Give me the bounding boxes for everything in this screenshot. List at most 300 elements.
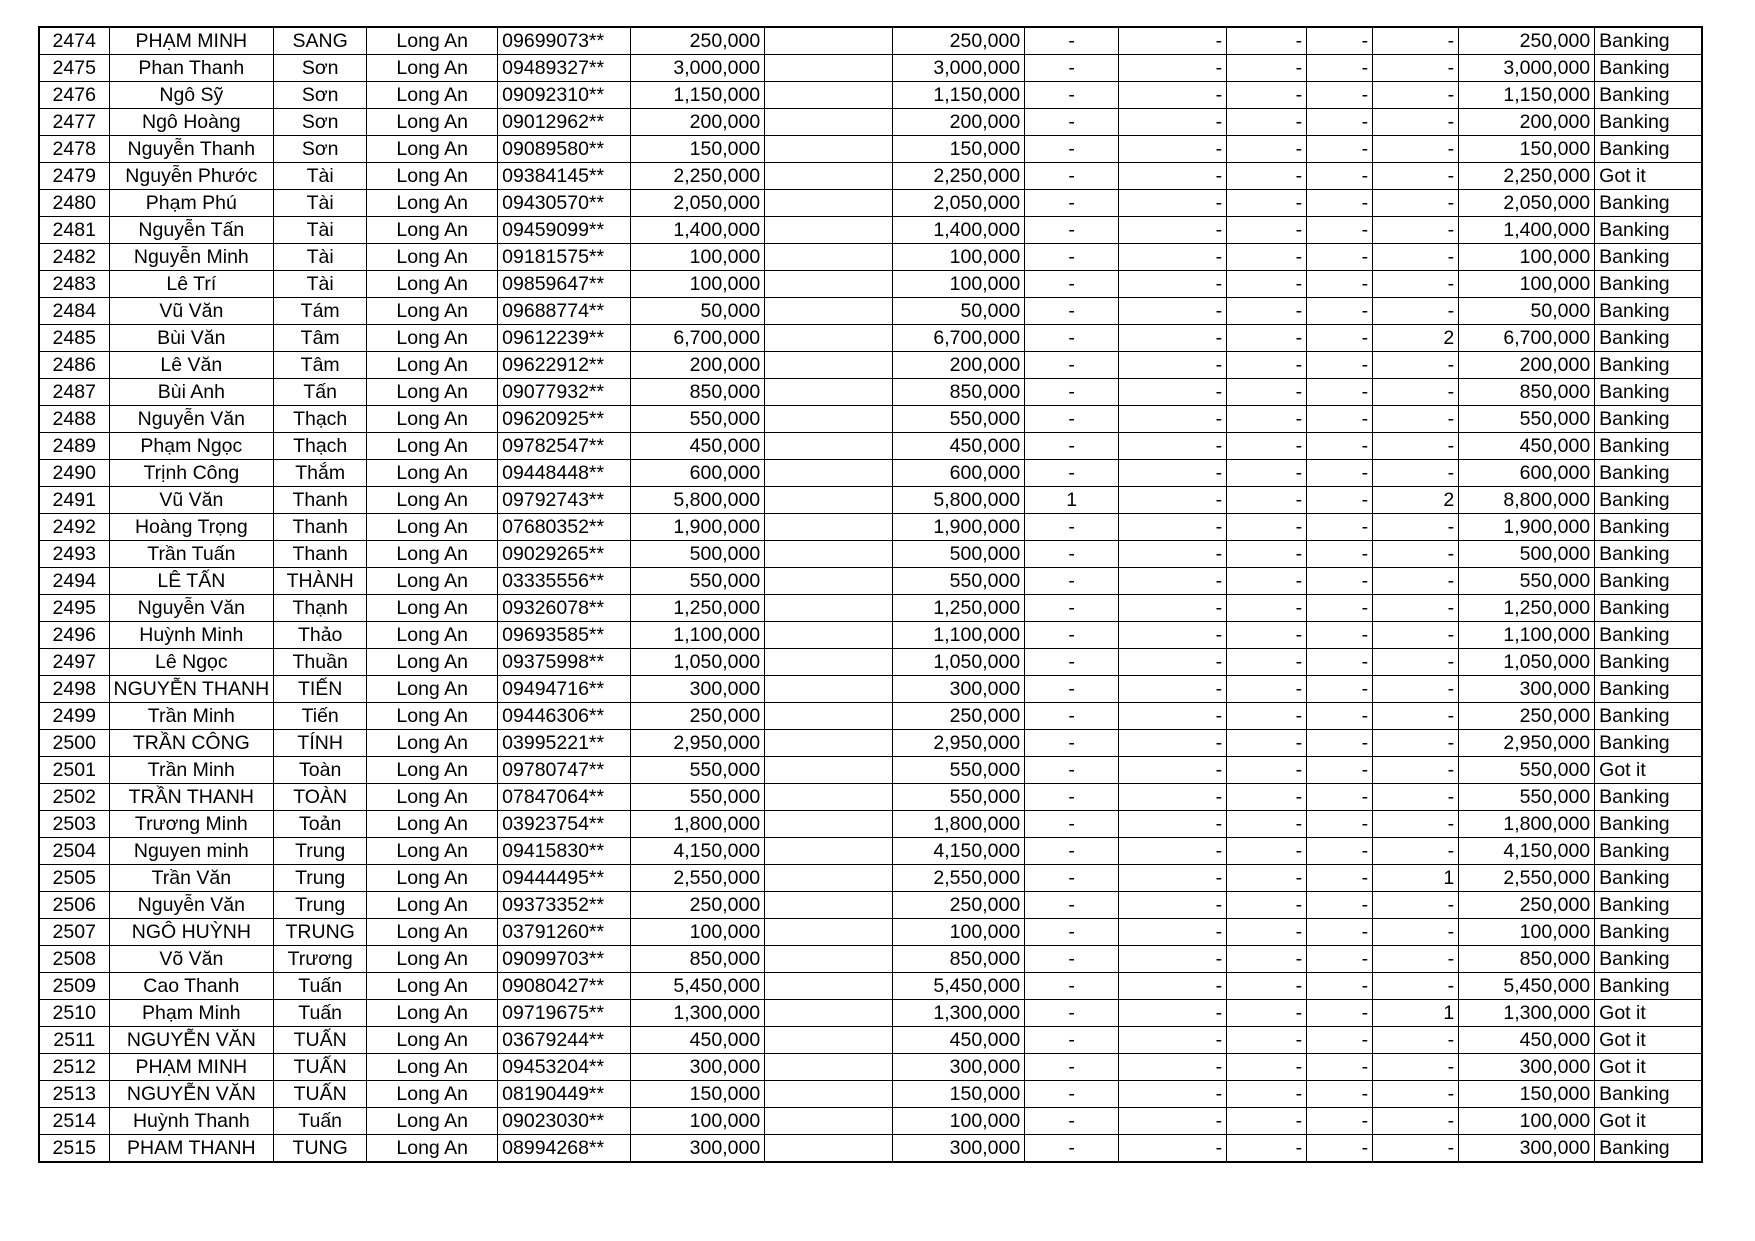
cell-phone: 07680352** (498, 514, 631, 541)
cell-col-11: - (1227, 649, 1307, 676)
cell-payment-method: Banking (1595, 919, 1702, 946)
cell-amount-total: 850,000 (893, 379, 1025, 406)
cell-col-11: - (1227, 784, 1307, 811)
table-row (39, 730, 1702, 757)
table-row (39, 433, 1702, 460)
cell-col-13: - (1373, 136, 1459, 163)
cell-amount-total: 200,000 (893, 352, 1025, 379)
cell-col-11: - (1227, 595, 1307, 622)
cell-province: Long An (367, 649, 498, 676)
cell-amount-total: 300,000 (893, 1135, 1025, 1163)
cell-amount: 2,950,000 (631, 730, 765, 757)
cell-phone: 09444495** (498, 865, 631, 892)
cell-province: Long An (367, 757, 498, 784)
cell-col-9: - (1025, 1135, 1119, 1163)
cell-grand-total: 50,000 (1459, 298, 1595, 325)
cell-phone: 09489327** (498, 55, 631, 82)
cell-col-9: - (1025, 838, 1119, 865)
table-row (39, 784, 1702, 811)
cell-empty (765, 190, 893, 217)
cell-col-11: - (1227, 460, 1307, 487)
cell-grand-total: 300,000 (1459, 1054, 1595, 1081)
table-row (39, 973, 1702, 1000)
cell-phone: 09080427** (498, 973, 631, 1000)
cell-col-10: - (1119, 379, 1227, 406)
cell-col-10: - (1119, 298, 1227, 325)
table-row (39, 622, 1702, 649)
cell-col-13: 2 (1373, 325, 1459, 352)
cell-phone: 03791260** (498, 919, 631, 946)
cell-payment-method: Banking (1595, 217, 1702, 244)
cell-grand-total: 1,900,000 (1459, 514, 1595, 541)
cell-province: Long An (367, 352, 498, 379)
table-row (39, 217, 1702, 244)
cell-amount-total: 250,000 (893, 703, 1025, 730)
cell-grand-total: 550,000 (1459, 784, 1595, 811)
cell-col-13: - (1373, 55, 1459, 82)
cell-given-name: Toản (274, 811, 367, 838)
cell-col-10: - (1119, 568, 1227, 595)
cell-col-10: - (1119, 82, 1227, 109)
cell-province: Long An (367, 82, 498, 109)
cell-first-name: Trương Minh (109, 811, 274, 838)
cell-phone: 09453204** (498, 1054, 631, 1081)
cell-empty (765, 730, 893, 757)
cell-col-13: - (1373, 298, 1459, 325)
cell-col-12: - (1307, 82, 1373, 109)
cell-col-11: - (1227, 865, 1307, 892)
cell-row-number: 2477 (39, 109, 109, 136)
cell-amount: 250,000 (631, 703, 765, 730)
cell-first-name: NGUYỄN VĂN (109, 1027, 274, 1054)
cell-province: Long An (367, 379, 498, 406)
cell-given-name: Trung (274, 892, 367, 919)
table-row (39, 946, 1702, 973)
cell-row-number: 2500 (39, 730, 109, 757)
cell-col-12: - (1307, 190, 1373, 217)
table-row (39, 55, 1702, 82)
cell-amount: 550,000 (631, 406, 765, 433)
cell-amount: 200,000 (631, 352, 765, 379)
cell-col-9: - (1025, 649, 1119, 676)
cell-row-number: 2508 (39, 946, 109, 973)
cell-col-10: - (1119, 919, 1227, 946)
cell-province: Long An (367, 676, 498, 703)
cell-payment-method: Banking (1595, 973, 1702, 1000)
cell-col-12: - (1307, 838, 1373, 865)
cell-col-13: - (1373, 514, 1459, 541)
cell-col-13: 2 (1373, 487, 1459, 514)
cell-col-13: - (1373, 1081, 1459, 1108)
cell-empty (765, 784, 893, 811)
cell-col-12: - (1307, 514, 1373, 541)
cell-col-10: - (1119, 514, 1227, 541)
cell-col-10: - (1119, 1027, 1227, 1054)
cell-first-name: Nguyễn Văn (109, 406, 274, 433)
cell-col-12: - (1307, 919, 1373, 946)
cell-given-name: Tuấn (274, 973, 367, 1000)
cell-first-name: Nguyen minh (109, 838, 274, 865)
cell-province: Long An (367, 622, 498, 649)
cell-phone: 03679244** (498, 1027, 631, 1054)
cell-col-13: - (1373, 406, 1459, 433)
cell-col-13: - (1373, 190, 1459, 217)
cell-col-13: - (1373, 541, 1459, 568)
cell-row-number: 2492 (39, 514, 109, 541)
cell-empty (765, 514, 893, 541)
cell-given-name: Thạch (274, 433, 367, 460)
cell-col-9: - (1025, 136, 1119, 163)
cell-amount: 550,000 (631, 757, 765, 784)
cell-col-12: - (1307, 1135, 1373, 1163)
cell-payment-method: Banking (1595, 676, 1702, 703)
cell-col-11: - (1227, 271, 1307, 298)
cell-amount-total: 1,150,000 (893, 82, 1025, 109)
cell-col-9: - (1025, 109, 1119, 136)
cell-given-name: Sơn (274, 136, 367, 163)
cell-empty (765, 271, 893, 298)
cell-col-11: - (1227, 1135, 1307, 1163)
cell-empty (765, 82, 893, 109)
cell-col-13: 1 (1373, 1000, 1459, 1027)
cell-col-11: - (1227, 568, 1307, 595)
cell-first-name: Vũ Văn (109, 487, 274, 514)
cell-amount-total: 5,800,000 (893, 487, 1025, 514)
cell-col-11: - (1227, 703, 1307, 730)
cell-given-name: TUẤN (274, 1027, 367, 1054)
cell-row-number: 2509 (39, 973, 109, 1000)
cell-phone: 09612239** (498, 325, 631, 352)
table-row (39, 757, 1702, 784)
cell-province: Long An (367, 27, 498, 55)
cell-amount: 1,050,000 (631, 649, 765, 676)
cell-amount: 1,800,000 (631, 811, 765, 838)
table-row (39, 919, 1702, 946)
cell-payment-method: Banking (1595, 136, 1702, 163)
cell-grand-total: 1,800,000 (1459, 811, 1595, 838)
cell-given-name: Thuần (274, 649, 367, 676)
cell-empty (765, 568, 893, 595)
cell-col-11: - (1227, 406, 1307, 433)
cell-col-9: - (1025, 271, 1119, 298)
cell-amount-total: 2,950,000 (893, 730, 1025, 757)
cell-province: Long An (367, 190, 498, 217)
cell-phone: 09792743** (498, 487, 631, 514)
cell-empty (765, 811, 893, 838)
cell-amount-total: 100,000 (893, 919, 1025, 946)
cell-given-name: THÀNH (274, 568, 367, 595)
cell-first-name: NGUYỄN THANH (109, 676, 274, 703)
cell-col-9: - (1025, 973, 1119, 1000)
cell-amount: 5,450,000 (631, 973, 765, 1000)
cell-empty (765, 703, 893, 730)
cell-amount-total: 550,000 (893, 784, 1025, 811)
cell-col-9: - (1025, 568, 1119, 595)
cell-amount: 1,300,000 (631, 1000, 765, 1027)
table-row (39, 460, 1702, 487)
cell-amount-total: 500,000 (893, 541, 1025, 568)
cell-phone: 08190449** (498, 1081, 631, 1108)
cell-payment-method: Got it (1595, 1027, 1702, 1054)
cell-first-name: Ngô Hoàng (109, 109, 274, 136)
cell-first-name: Phạm Phú (109, 190, 274, 217)
cell-col-11: - (1227, 352, 1307, 379)
cell-col-13: - (1373, 703, 1459, 730)
cell-given-name: TUẤN (274, 1081, 367, 1108)
cell-amount-total: 150,000 (893, 1081, 1025, 1108)
table-row (39, 676, 1702, 703)
cell-col-9: - (1025, 784, 1119, 811)
cell-amount: 300,000 (631, 1054, 765, 1081)
cell-col-10: - (1119, 1054, 1227, 1081)
cell-col-11: - (1227, 946, 1307, 973)
cell-payment-method: Banking (1595, 1081, 1702, 1108)
table-row (39, 325, 1702, 352)
cell-grand-total: 5,450,000 (1459, 973, 1595, 1000)
cell-col-10: - (1119, 1135, 1227, 1163)
cell-amount-total: 1,800,000 (893, 811, 1025, 838)
cell-province: Long An (367, 703, 498, 730)
cell-given-name: Tài (274, 244, 367, 271)
cell-province: Long An (367, 595, 498, 622)
table-row (39, 190, 1702, 217)
table-row (39, 1081, 1702, 1108)
cell-grand-total: 2,050,000 (1459, 190, 1595, 217)
cell-col-10: - (1119, 460, 1227, 487)
cell-col-9: - (1025, 379, 1119, 406)
cell-province: Long An (367, 1054, 498, 1081)
cell-col-10: - (1119, 1000, 1227, 1027)
cell-given-name: Trung (274, 865, 367, 892)
cell-col-10: - (1119, 676, 1227, 703)
cell-amount: 300,000 (631, 676, 765, 703)
cell-col-10: - (1119, 730, 1227, 757)
cell-empty (765, 298, 893, 325)
cell-province: Long An (367, 865, 498, 892)
cell-col-11: - (1227, 1000, 1307, 1027)
cell-amount-total: 100,000 (893, 244, 1025, 271)
cell-phone: 03995221** (498, 730, 631, 757)
cell-amount: 850,000 (631, 379, 765, 406)
cell-empty (765, 946, 893, 973)
cell-phone: 09326078** (498, 595, 631, 622)
cell-col-10: - (1119, 433, 1227, 460)
cell-given-name: Thạch (274, 406, 367, 433)
cell-col-9: - (1025, 1054, 1119, 1081)
cell-phone: 09448448** (498, 460, 631, 487)
cell-amount: 150,000 (631, 1081, 765, 1108)
cell-col-11: - (1227, 1108, 1307, 1135)
cell-given-name: SANG (274, 27, 367, 55)
cell-first-name: Nguyễn Văn (109, 892, 274, 919)
cell-row-number: 2491 (39, 487, 109, 514)
table-row (39, 595, 1702, 622)
cell-empty (765, 163, 893, 190)
cell-row-number: 2497 (39, 649, 109, 676)
cell-amount: 2,050,000 (631, 190, 765, 217)
cell-col-10: - (1119, 757, 1227, 784)
cell-col-9: - (1025, 1081, 1119, 1108)
cell-amount: 550,000 (631, 568, 765, 595)
cell-given-name: TOÀN (274, 784, 367, 811)
cell-phone: 09620925** (498, 406, 631, 433)
cell-col-13: - (1373, 622, 1459, 649)
cell-empty (765, 1027, 893, 1054)
cell-col-13: - (1373, 838, 1459, 865)
cell-given-name: TRUNG (274, 919, 367, 946)
cell-payment-method: Banking (1595, 892, 1702, 919)
cell-col-9: - (1025, 190, 1119, 217)
cell-col-12: - (1307, 568, 1373, 595)
cell-payment-method: Banking (1595, 649, 1702, 676)
cell-col-11: - (1227, 55, 1307, 82)
cell-phone: 09430570** (498, 190, 631, 217)
cell-col-13: - (1373, 27, 1459, 55)
cell-grand-total: 550,000 (1459, 757, 1595, 784)
cell-col-9: - (1025, 460, 1119, 487)
cell-amount-total: 300,000 (893, 1054, 1025, 1081)
cell-col-12: - (1307, 1000, 1373, 1027)
cell-grand-total: 1,150,000 (1459, 82, 1595, 109)
cell-amount: 1,250,000 (631, 595, 765, 622)
cell-row-number: 2486 (39, 352, 109, 379)
cell-phone: 09375998** (498, 649, 631, 676)
cell-row-number: 2488 (39, 406, 109, 433)
cell-grand-total: 250,000 (1459, 27, 1595, 55)
cell-grand-total: 200,000 (1459, 109, 1595, 136)
cell-col-9: - (1025, 27, 1119, 55)
cell-phone: 09719675** (498, 1000, 631, 1027)
cell-col-10: - (1119, 190, 1227, 217)
cell-payment-method: Banking (1595, 298, 1702, 325)
cell-col-9: - (1025, 622, 1119, 649)
cell-phone: 09029265** (498, 541, 631, 568)
cell-phone: 09012962** (498, 109, 631, 136)
cell-col-12: - (1307, 27, 1373, 55)
cell-grand-total: 850,000 (1459, 379, 1595, 406)
table-row (39, 1108, 1702, 1135)
table-row (39, 27, 1702, 55)
cell-first-name: TRẦN CÔNG (109, 730, 274, 757)
table-row (39, 109, 1702, 136)
cell-col-9: - (1025, 514, 1119, 541)
cell-col-11: - (1227, 757, 1307, 784)
cell-amount: 300,000 (631, 1135, 765, 1163)
cell-amount-total: 450,000 (893, 433, 1025, 460)
cell-col-9: - (1025, 163, 1119, 190)
cell-col-12: - (1307, 1081, 1373, 1108)
cell-col-12: - (1307, 244, 1373, 271)
cell-col-11: - (1227, 190, 1307, 217)
cell-col-10: - (1119, 55, 1227, 82)
cell-province: Long An (367, 838, 498, 865)
cell-col-13: - (1373, 1108, 1459, 1135)
cell-grand-total: 100,000 (1459, 1108, 1595, 1135)
cell-amount-total: 1,250,000 (893, 595, 1025, 622)
cell-phone: 09023030** (498, 1108, 631, 1135)
cell-col-10: - (1119, 352, 1227, 379)
cell-payment-method: Banking (1595, 838, 1702, 865)
cell-amount-total: 1,300,000 (893, 1000, 1025, 1027)
cell-amount: 450,000 (631, 1027, 765, 1054)
cell-payment-method: Banking (1595, 27, 1702, 55)
cell-first-name: Trịnh Công (109, 460, 274, 487)
cell-col-13: 1 (1373, 865, 1459, 892)
cell-col-10: - (1119, 244, 1227, 271)
cell-province: Long An (367, 1108, 498, 1135)
cell-amount: 6,700,000 (631, 325, 765, 352)
cell-first-name: Cao Thanh (109, 973, 274, 1000)
cell-col-10: - (1119, 271, 1227, 298)
cell-first-name: LÊ TẤN (109, 568, 274, 595)
cell-province: Long An (367, 244, 498, 271)
cell-row-number: 2515 (39, 1135, 109, 1163)
cell-col-11: - (1227, 730, 1307, 757)
cell-first-name: Trần Tuấn (109, 541, 274, 568)
cell-row-number: 2498 (39, 676, 109, 703)
cell-payment-method: Got it (1595, 1000, 1702, 1027)
cell-row-number: 2481 (39, 217, 109, 244)
cell-amount-total: 6,700,000 (893, 325, 1025, 352)
cell-empty (765, 757, 893, 784)
cell-col-13: - (1373, 946, 1459, 973)
cell-row-number: 2475 (39, 55, 109, 82)
cell-phone: 09384145** (498, 163, 631, 190)
cell-col-12: - (1307, 541, 1373, 568)
cell-row-number: 2502 (39, 784, 109, 811)
cell-province: Long An (367, 568, 498, 595)
cell-given-name: Tài (274, 190, 367, 217)
cell-phone: 03335556** (498, 568, 631, 595)
cell-amount: 100,000 (631, 1108, 765, 1135)
cell-col-10: - (1119, 784, 1227, 811)
cell-province: Long An (367, 460, 498, 487)
cell-payment-method: Banking (1595, 730, 1702, 757)
cell-first-name: Ngô Sỹ (109, 82, 274, 109)
cell-col-10: - (1119, 892, 1227, 919)
cell-payment-method: Banking (1595, 568, 1702, 595)
cell-col-10: - (1119, 27, 1227, 55)
cell-grand-total: 550,000 (1459, 568, 1595, 595)
cell-col-10: - (1119, 325, 1227, 352)
cell-col-9: - (1025, 541, 1119, 568)
table-row (39, 298, 1702, 325)
cell-amount-total: 3,000,000 (893, 55, 1025, 82)
cell-col-13: - (1373, 433, 1459, 460)
cell-col-9: - (1025, 244, 1119, 271)
cell-col-12: - (1307, 784, 1373, 811)
cell-given-name: Tài (274, 163, 367, 190)
cell-col-9: - (1025, 217, 1119, 244)
cell-col-12: - (1307, 109, 1373, 136)
cell-given-name: Tấn (274, 379, 367, 406)
cell-first-name: Lê Trí (109, 271, 274, 298)
cell-first-name: Trần Minh (109, 757, 274, 784)
cell-province: Long An (367, 541, 498, 568)
cell-province: Long An (367, 298, 498, 325)
cell-first-name: Nguyễn Minh (109, 244, 274, 271)
cell-amount: 200,000 (631, 109, 765, 136)
cell-row-number: 2480 (39, 190, 109, 217)
cell-province: Long An (367, 811, 498, 838)
cell-phone: 09415830** (498, 838, 631, 865)
cell-col-12: - (1307, 703, 1373, 730)
cell-col-11: - (1227, 622, 1307, 649)
cell-col-13: - (1373, 757, 1459, 784)
cell-province: Long An (367, 730, 498, 757)
cell-given-name: Toàn (274, 757, 367, 784)
cell-grand-total: 1,400,000 (1459, 217, 1595, 244)
